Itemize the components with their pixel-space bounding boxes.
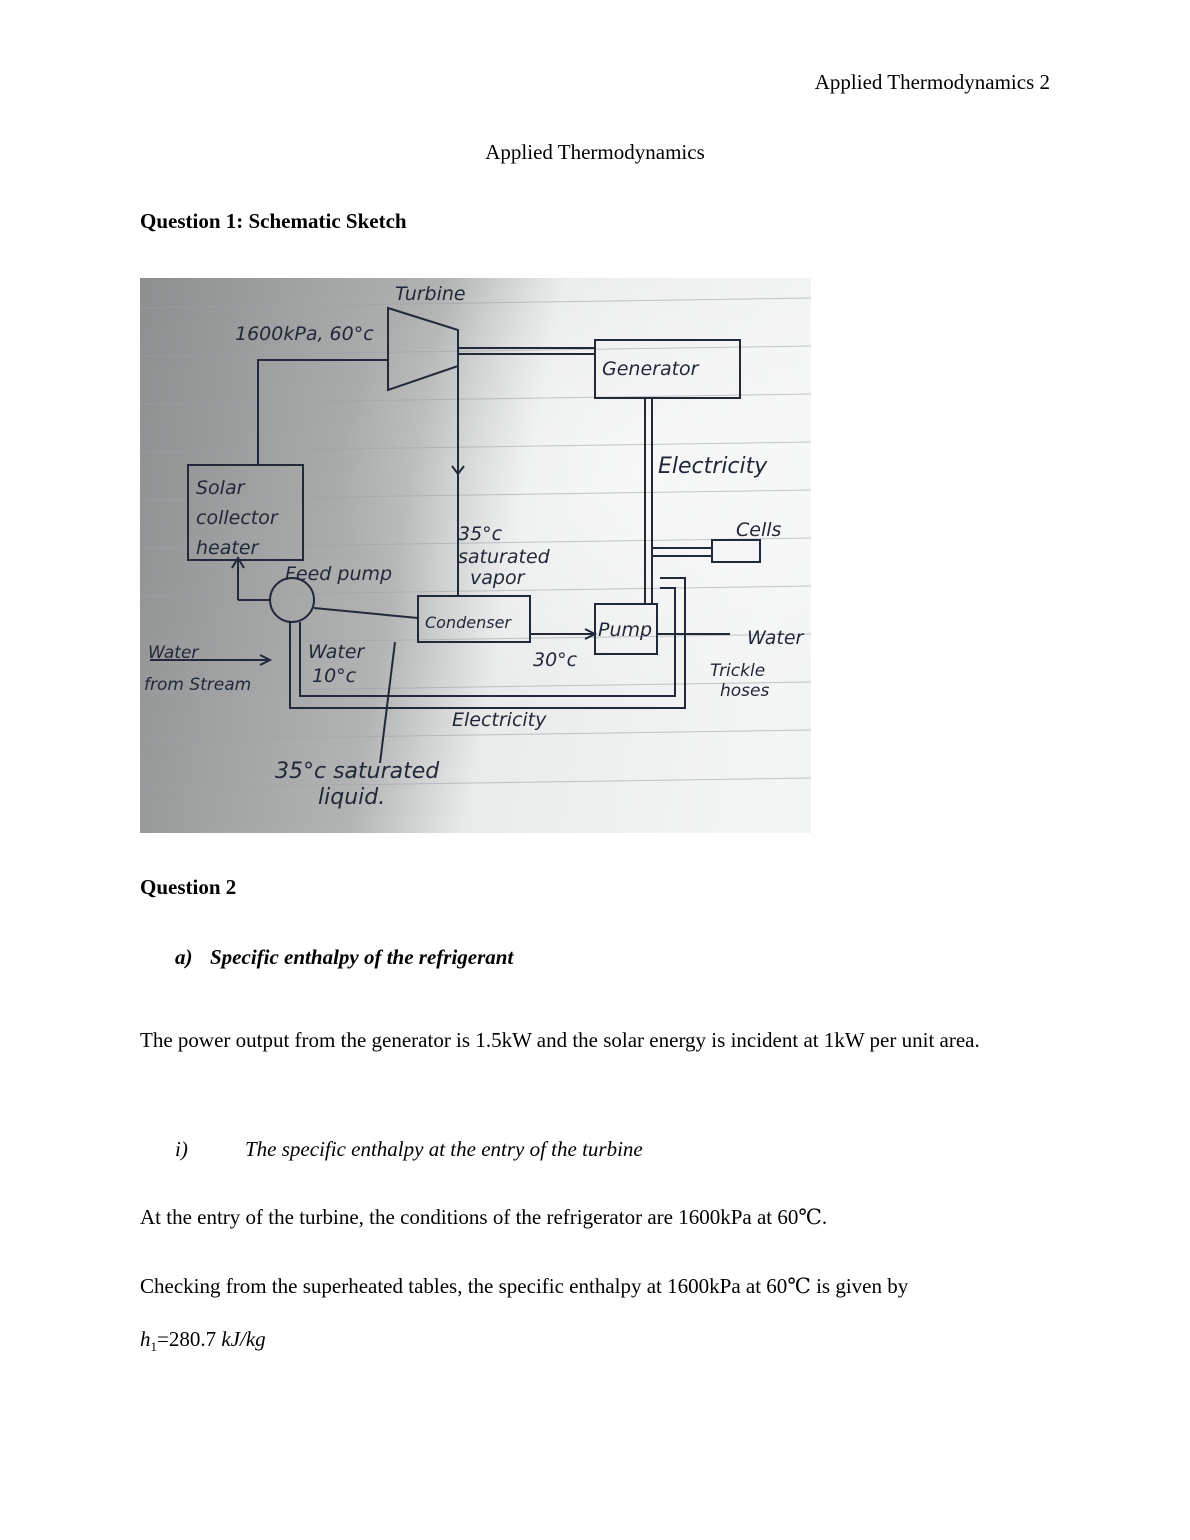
paragraph-superheated-text: Checking from the superheated tables, the specific enthalpy at 1600kPa at 60 <box>140 1274 788 1298</box>
paragraph-turbine-entry <box>140 1205 827 1230</box>
subheading-a-label: a) <box>175 945 193 969</box>
sketch-label-liquid-1: 35°c saturated <box>275 759 440 784</box>
sketch-label-liquid-2: liquid. <box>318 785 386 810</box>
subheading-i-label: i) <box>175 1137 188 1161</box>
question-1-heading: Question 1: Schematic Sketch <box>140 209 407 233</box>
equation-equals: = <box>157 1327 169 1351</box>
equation-h1 <box>140 1327 266 1355</box>
sketch-label-generator: Generator <box>602 358 699 380</box>
equation-variable: h <box>140 1327 151 1351</box>
paragraph-turbine-entry-text: At the entry of the turbine, the conditions of the refrigerator are 1600kPa at 60 <box>140 1205 799 1229</box>
running-head: Applied Thermodynamics 2 <box>814 70 1050 94</box>
sketch-label-pump: Pump <box>598 619 653 641</box>
sketch-label-feed-pump: Feed pump <box>285 563 393 585</box>
schematic-sketch-photo <box>140 278 811 833</box>
sketch-label-stream-2: from Stream <box>144 675 252 695</box>
sketch-label-water-2: 10°c <box>312 665 357 687</box>
sketch-label-turbine: Turbine <box>395 283 466 305</box>
celsius-symbol: ℃. <box>798 1205 828 1229</box>
equation-unit: kJ/kg <box>216 1327 266 1351</box>
sketch-label-vapor-2: saturated <box>458 546 550 568</box>
sketch-label-trickle-1: Trickle <box>710 661 766 681</box>
sketch-label-water-1: Water <box>308 641 365 663</box>
sketch-label-cells: Cells <box>736 519 782 541</box>
sketch-label-vapor-3: vapor <box>470 567 525 589</box>
paragraph-superheated-tables <box>140 1274 908 1299</box>
sketch-label-inlet: 1600kPa, 60°c <box>235 323 374 345</box>
paragraph-superheated-end: is given by <box>810 1274 909 1298</box>
question-2-heading: Question 2 <box>140 875 237 899</box>
sketch-label-vapor-1: 35°c <box>458 523 503 545</box>
sketch-label-condenser: Condenser <box>425 613 511 632</box>
sketch-label-electricity-bottom: Electricity <box>452 709 547 731</box>
paragraph-power-output: The power output from the generator is 1.5kW and the solar energy is incident at 1kW per unit area. <box>140 1028 980 1052</box>
subheading-a <box>175 945 513 970</box>
sketch-label-stream-1: Water <box>148 643 199 663</box>
sketch-label-trickle-2: hoses <box>720 681 770 701</box>
sketch-label-water-right: Water <box>747 627 804 649</box>
sketch-label-solar-2: collector <box>196 507 278 529</box>
subheading-i-title: The specific enthalpy at the entry of the turbine <box>245 1137 643 1161</box>
subheading-i <box>175 1137 643 1162</box>
document-title: Applied Thermodynamics <box>485 140 705 164</box>
sketch-label-temp-30: 30°c <box>533 649 578 671</box>
equation-value: 280.7 <box>168 1327 217 1351</box>
sketch-label-electricity-top: Electricity <box>658 454 768 479</box>
sketch-label-solar-1: Solar <box>196 477 245 499</box>
subheading-a-title: Specific enthalpy of the refrigerant <box>210 945 514 969</box>
celsius-symbol-2: ℃ <box>787 1274 811 1298</box>
sketch-label-solar-3: heater <box>196 537 259 559</box>
equation-subscript: 1 <box>150 1339 157 1355</box>
